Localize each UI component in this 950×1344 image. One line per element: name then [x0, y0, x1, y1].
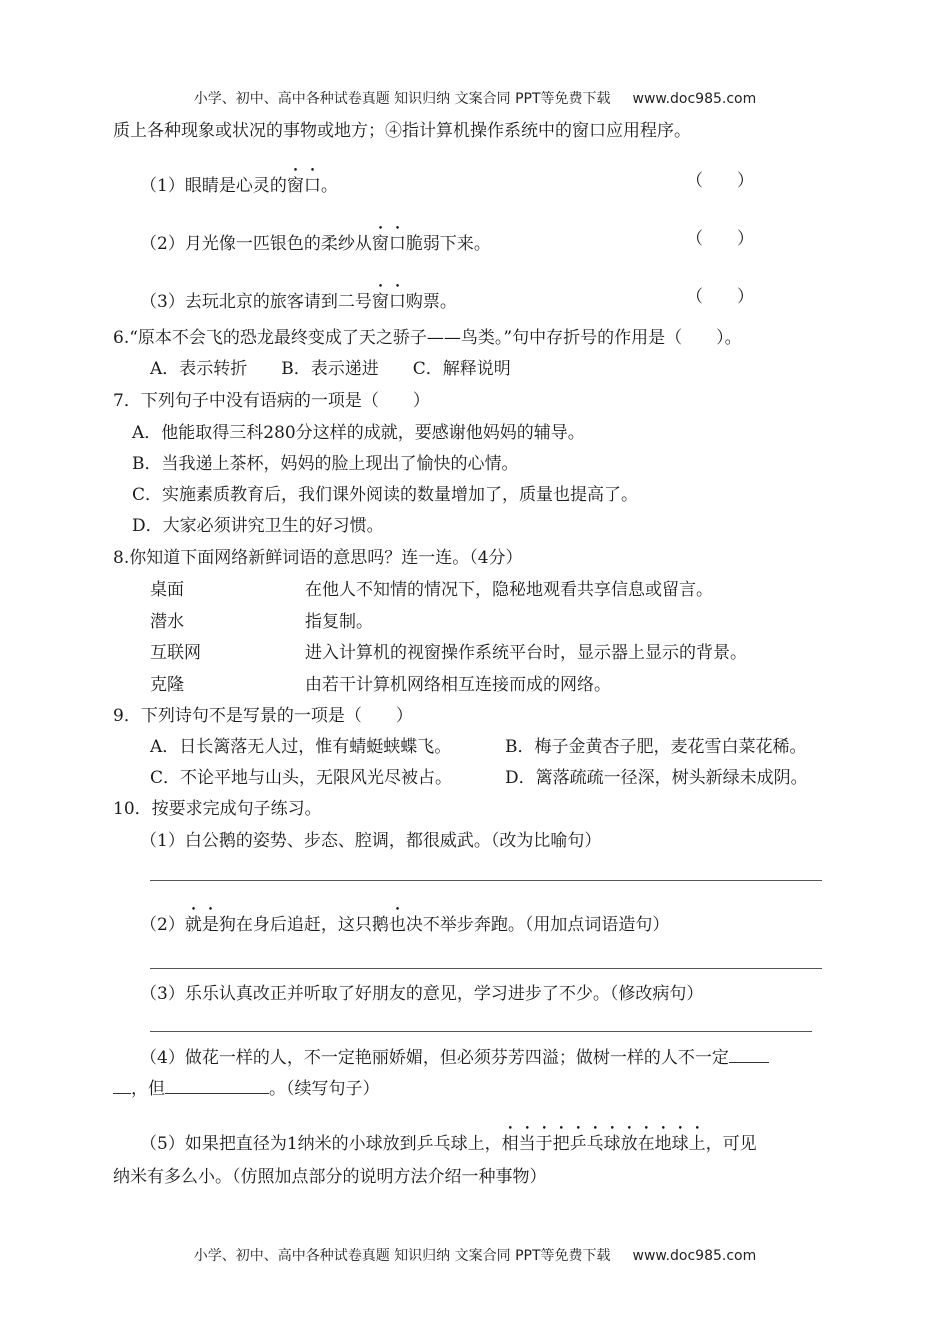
- q10-sentence-5-line1: （5）如果把直径为1纳米的小球放到乒乓球上，相当于把乒乓球放在地球上，可见: [140, 1134, 757, 1154]
- emphasis-word: 窗口: [371, 292, 406, 312]
- header-text: 小学、初中、高中各种试卷真题 知识归纳 文案合同 PPT等免费下载: [193, 91, 611, 107]
- q5-continuation: 质上各种现象或状况的事物或地方；④指计算机操作系统中的窗口应用程序。: [113, 121, 691, 141]
- q8-word-3: 互联网: [150, 643, 201, 663]
- q5-item-3: （3）去玩北京的旅客请到二号窗口购票。: [140, 292, 457, 312]
- page-footer: [0, 1245, 950, 1265]
- q8-word-2: 潜水: [150, 612, 184, 632]
- q9-option-b: B．梅子金黄杏子肥，麦花雪白菜花稀。: [505, 737, 807, 757]
- q6-stem: 6.“原本不会飞的恐龙最终变成了天之骄子——鸟类。”句中存折号的作用是（ ）。: [113, 328, 742, 348]
- answer-blank[interactable]: （ ）: [686, 171, 754, 191]
- q8-meaning-2: 指复制。: [305, 612, 373, 632]
- q10-sentence-4-line2: ，但 。（续写句子）: [113, 1077, 380, 1100]
- footer-url[interactable]: www.doc985.com: [632, 1248, 757, 1264]
- answer-blank[interactable]: （ ）: [686, 287, 754, 307]
- page-header: [0, 88, 950, 108]
- q7-option-d: D．大家必须讲究卫生的好习惯。: [132, 516, 384, 536]
- q9-option-d: D．篱落疏疏一径深，树头新绿未成阴。: [505, 768, 808, 788]
- q10-sentence-1: （1）白公鹅的姿势、步态、腔调，都很威武。（改为比喻句）: [140, 831, 602, 851]
- q7-option-b: B．当我递上茶杯，妈妈的脸上现出了愉快的心情。: [132, 454, 519, 474]
- q8-word-1: 桌面: [150, 580, 184, 600]
- q10-sentence-5-line2: 纳米有多么小。（仿照加点部分的说明方法介绍一种事物）: [113, 1167, 547, 1187]
- fill-blank[interactable]: [729, 1046, 769, 1063]
- footer-text: 小学、初中、高中各种试卷真题 知识归纳 文案合同 PPT等免费下载: [193, 1248, 611, 1264]
- q7-option-a: A．他能取得三科280分这样的成就，要感谢他妈妈的辅导。: [132, 423, 585, 443]
- q7-option-c: C．实施素质教育后，我们课外阅读的数量增加了，质量也提高了。: [132, 485, 639, 505]
- emphasis-word: 窗口: [286, 176, 321, 196]
- q10-sentence-4-line1: （4）做花一样的人，不一定艳丽娇媚，但必须芬芳四溢；做树一样的人不一定: [140, 1046, 769, 1069]
- q10-stem: 10．按要求完成句子练习。: [113, 799, 322, 819]
- q6-options: A．表示转折 B．表示递进 C．解释说明: [150, 359, 511, 379]
- answer-line[interactable]: [150, 968, 822, 969]
- q7-stem: 7．下列句子中没有语病的一项是（ ）: [113, 391, 430, 411]
- q8-stem: 8.你知道下面网络新鲜词语的意思吗？连一连。（4分）: [113, 548, 523, 568]
- q8-word-4: 克隆: [150, 675, 184, 695]
- q8-meaning-1: 在他人不知情的情况下，隐秘地观看共享信息或留言。: [305, 580, 713, 600]
- q9-option-c: C．不论平地与山头，无限风光尽被占。: [150, 768, 453, 788]
- emphasis-word: 就是: [184, 915, 219, 935]
- emphasis-word: 窗口: [371, 234, 406, 254]
- q5-item-1: （1）眼睛是心灵的窗口。: [140, 176, 338, 196]
- fill-blank[interactable]: [165, 1077, 269, 1094]
- q5-item-2: （2）月光像一匹银色的柔纱从窗口脆弱下来。: [140, 234, 491, 254]
- answer-line[interactable]: [150, 1031, 812, 1032]
- q9-option-a: A．日长篱落无人过，惟有蜻蜓蛱蝶飞。: [150, 737, 452, 757]
- q8-meaning-4: 由若干计算机网络相互连接而成的网络。: [305, 675, 611, 695]
- q9-stem: 9．下列诗句不是写景的一项是（ ）: [113, 706, 413, 726]
- fill-blank[interactable]: [113, 1077, 131, 1094]
- answer-line[interactable]: [150, 880, 822, 881]
- q10-sentence-2: （2）就是狗在身后追赶，这只鹅也决不举步奔跑。（用加点词语造句）: [140, 915, 670, 935]
- emphasis-phrase: 相当于把乒乓球放在地球上: [501, 1134, 706, 1154]
- emphasis-word: 也: [388, 915, 406, 935]
- answer-blank[interactable]: （ ）: [686, 229, 754, 249]
- q10-sentence-3: （3）乐乐认真改正并听取了好朋友的意见，学习进步了不少。（修改病句）: [140, 984, 704, 1004]
- q8-meaning-3: 进入计算机的视窗操作系统平台时，显示器上显示的背景。: [305, 643, 747, 663]
- header-url[interactable]: www.doc985.com: [632, 91, 757, 107]
